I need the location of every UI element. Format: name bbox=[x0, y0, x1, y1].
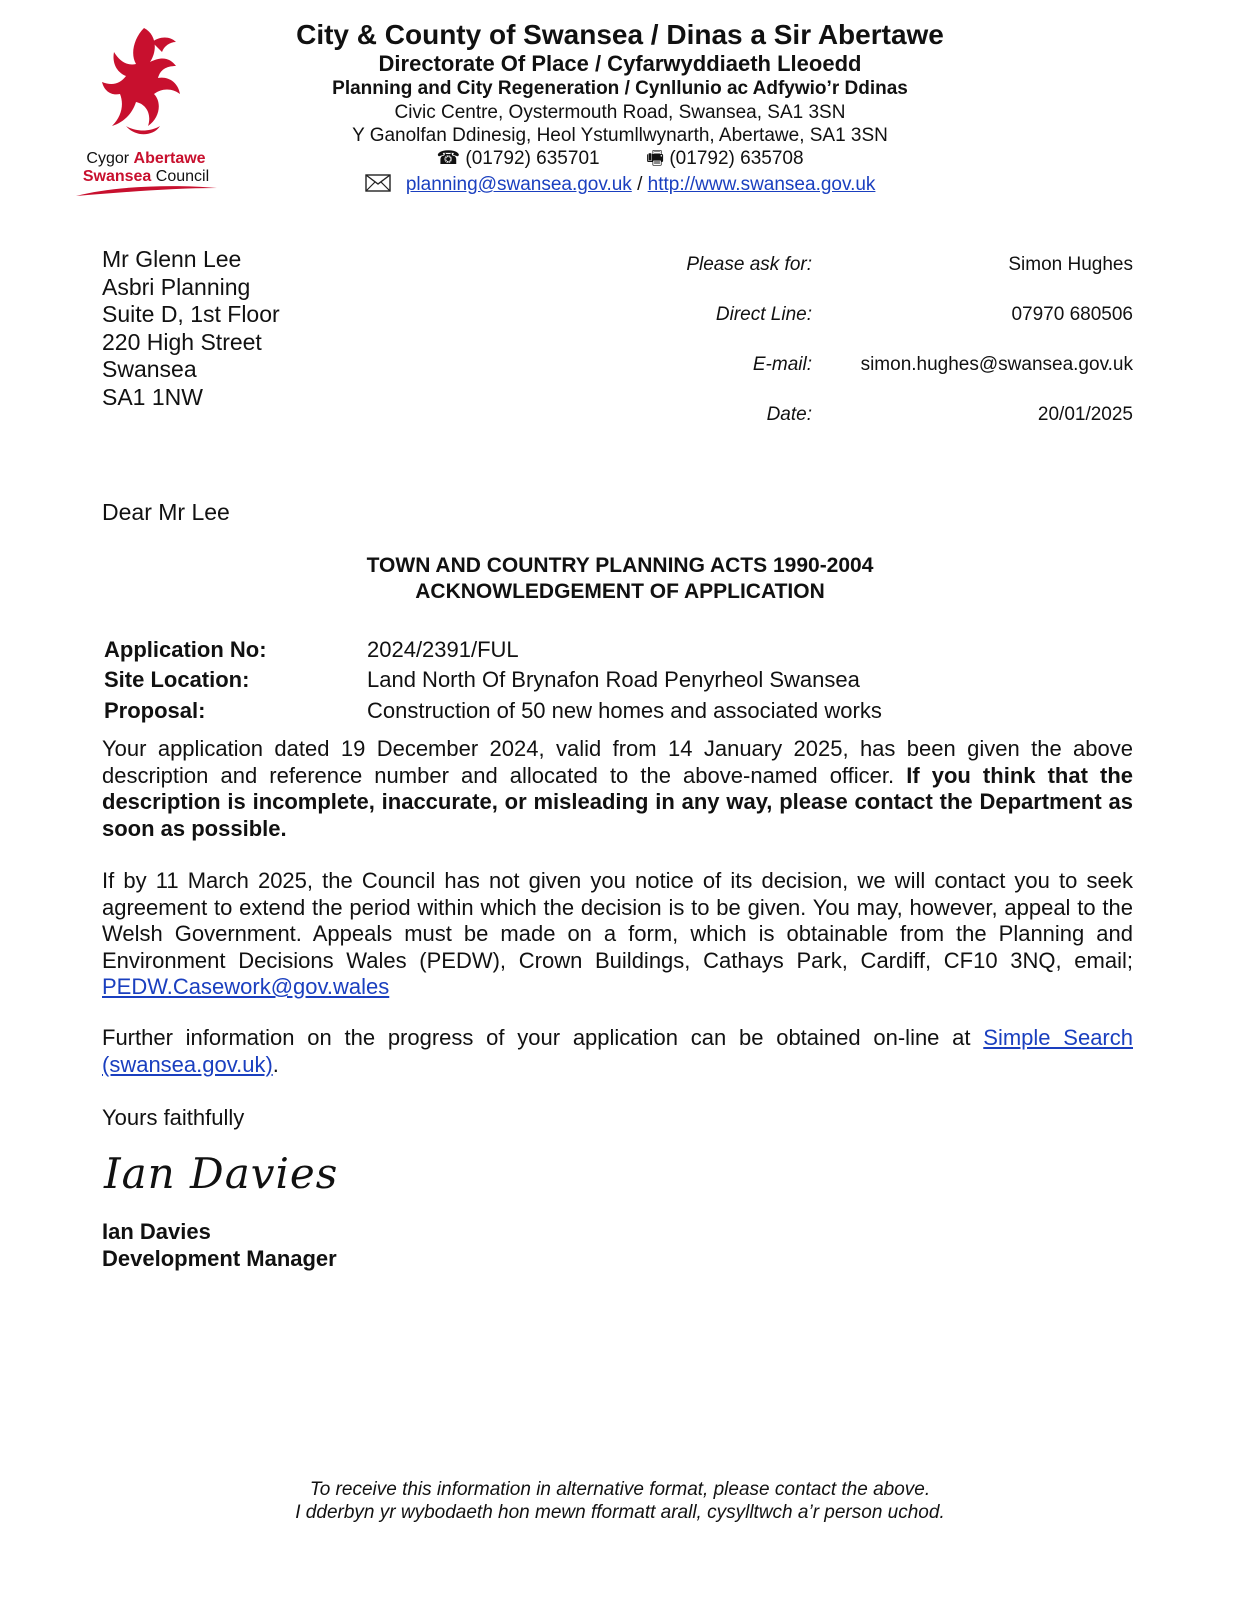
email-label: E-mail: bbox=[752, 354, 812, 375]
application-number-label: Application No: bbox=[104, 637, 267, 662]
council-title: City & County of Swansea / Dinas a Sir Abertawe bbox=[296, 19, 944, 50]
signature: Ian Davies bbox=[104, 1149, 339, 1198]
paragraph-emphasis: If you think that the description is incomplete, inaccurate, or misleading in any way, please contact the Department as soon as possible. bbox=[102, 762, 1133, 841]
address-english: Civic Centre, Oystermouth Road, Swansea, SA1 3SN bbox=[394, 102, 846, 123]
council-logo bbox=[66, 22, 226, 190]
contact-links bbox=[250, 172, 990, 198]
direct-line-value: 07970 680506 bbox=[1011, 304, 1133, 325]
proposal-label: Proposal: bbox=[104, 698, 206, 723]
ask-for-value: Simon Hughes bbox=[1008, 254, 1133, 275]
letter-heading-acknowledgement: ACKNOWLEDGEMENT OF APPLICATION bbox=[415, 580, 825, 603]
address-welsh: Y Ganolfan Ddinesig, Heol Ystumllwynarth, Abertawe, SA1 3SN bbox=[352, 125, 888, 146]
paragraph-text: If by 11 March 2025, the Council has not given you notice of its decision, we will contact you to seek agreement to extend the period within which the decision is to be given. You may, however, appeal to the Welsh Government. Appeals must be made on a form, which is obtainable from the Planning and Environment Decisions Wales (PEDW), Crown Buildings, Cathays Park, Cardiff, CF10 3NQ, email; bbox=[102, 868, 1133, 973]
proposal: Construction of 50 new homes and associated works bbox=[367, 698, 882, 723]
salutation: Dear Mr Lee bbox=[102, 499, 230, 525]
envelope-icon bbox=[365, 174, 391, 192]
logo-text-english: Swansea Council bbox=[82, 168, 210, 185]
paragraph-validation bbox=[102, 736, 1133, 842]
date-label: Date: bbox=[766, 404, 812, 425]
site-location: Land North Of Brynafon Road Penyrheol Swansea bbox=[367, 667, 860, 692]
footer-english: To receive this information in alternative format, please contact the above. bbox=[309, 1479, 931, 1500]
ask-for-label: Please ask for: bbox=[686, 254, 812, 275]
address-line: Suite D, 1st Floor bbox=[102, 301, 280, 328]
logo-text-welsh: Cygor Abertawe bbox=[86, 150, 206, 167]
date-value: 20/01/2025 bbox=[1037, 404, 1133, 425]
address-line: SA1 1NW bbox=[102, 383, 203, 410]
site-location-label: Site Location: bbox=[104, 667, 250, 692]
paragraph-end: . bbox=[272, 1051, 279, 1077]
direct-line-label: Direct Line: bbox=[715, 304, 812, 325]
link-separator: / bbox=[637, 174, 643, 195]
signatory-title: Development Manager bbox=[102, 1246, 337, 1271]
logo-swoosh bbox=[74, 184, 219, 198]
phone-number: (01792) 635701 bbox=[465, 148, 600, 169]
paragraph-appeal bbox=[102, 868, 1133, 1001]
department: Planning and City Regeneration / Cynllunio ac Adfywio’r Ddinas bbox=[332, 78, 908, 99]
application-number: 2024/2391/FUL bbox=[367, 637, 519, 662]
email-value: simon.hughes@swansea.gov.uk bbox=[860, 354, 1133, 375]
simple-search-link[interactable]: Simple Search (swansea.gov.uk) bbox=[102, 1025, 1133, 1077]
paragraph-text: Further information on the progress of your application can be obtained on-line at bbox=[102, 1025, 984, 1050]
website-link[interactable]: http://www.swansea.gov.uk bbox=[647, 174, 876, 195]
signatory-name: Ian Davies bbox=[102, 1219, 211, 1244]
footer-welsh: I dderbyn yr wybodaeth hon mewn fformatt arall, cysylltwch a’r person uchod. bbox=[295, 1502, 945, 1523]
address-line: Swansea bbox=[102, 356, 197, 383]
phone-fax-line bbox=[250, 147, 990, 171]
dragon-emblem-icon bbox=[96, 22, 196, 142]
planning-email-link[interactable]: planning@swansea.gov.uk bbox=[405, 174, 632, 195]
telephone-icon: ☎ bbox=[436, 148, 461, 169]
address-line: 220 High Street bbox=[102, 328, 262, 355]
pedw-email-link[interactable]: PEDW.Casework@gov.wales bbox=[102, 974, 390, 999]
fax-number: (01792) 635708 bbox=[669, 148, 804, 169]
paragraph-progress bbox=[102, 1025, 1133, 1078]
paragraph-text: Your application dated 19 December 2024, valid from 14 January 2025, has been given the above description and reference number and allocated to the above-named officer. bbox=[102, 736, 1133, 788]
recipient-address bbox=[102, 246, 280, 412]
letter-heading-acts: TOWN AND COUNTRY PLANNING ACTS 1990-2004 bbox=[366, 554, 874, 577]
closing: Yours faithfully bbox=[102, 1105, 245, 1130]
address-line: Asbri Planning bbox=[102, 273, 251, 300]
directorate: Directorate Of Place / Cyfarwyddiaeth Lleoedd bbox=[378, 51, 862, 76]
fax-icon: 🖷 bbox=[646, 148, 665, 169]
address-line: Mr Glenn Lee bbox=[102, 246, 242, 272]
